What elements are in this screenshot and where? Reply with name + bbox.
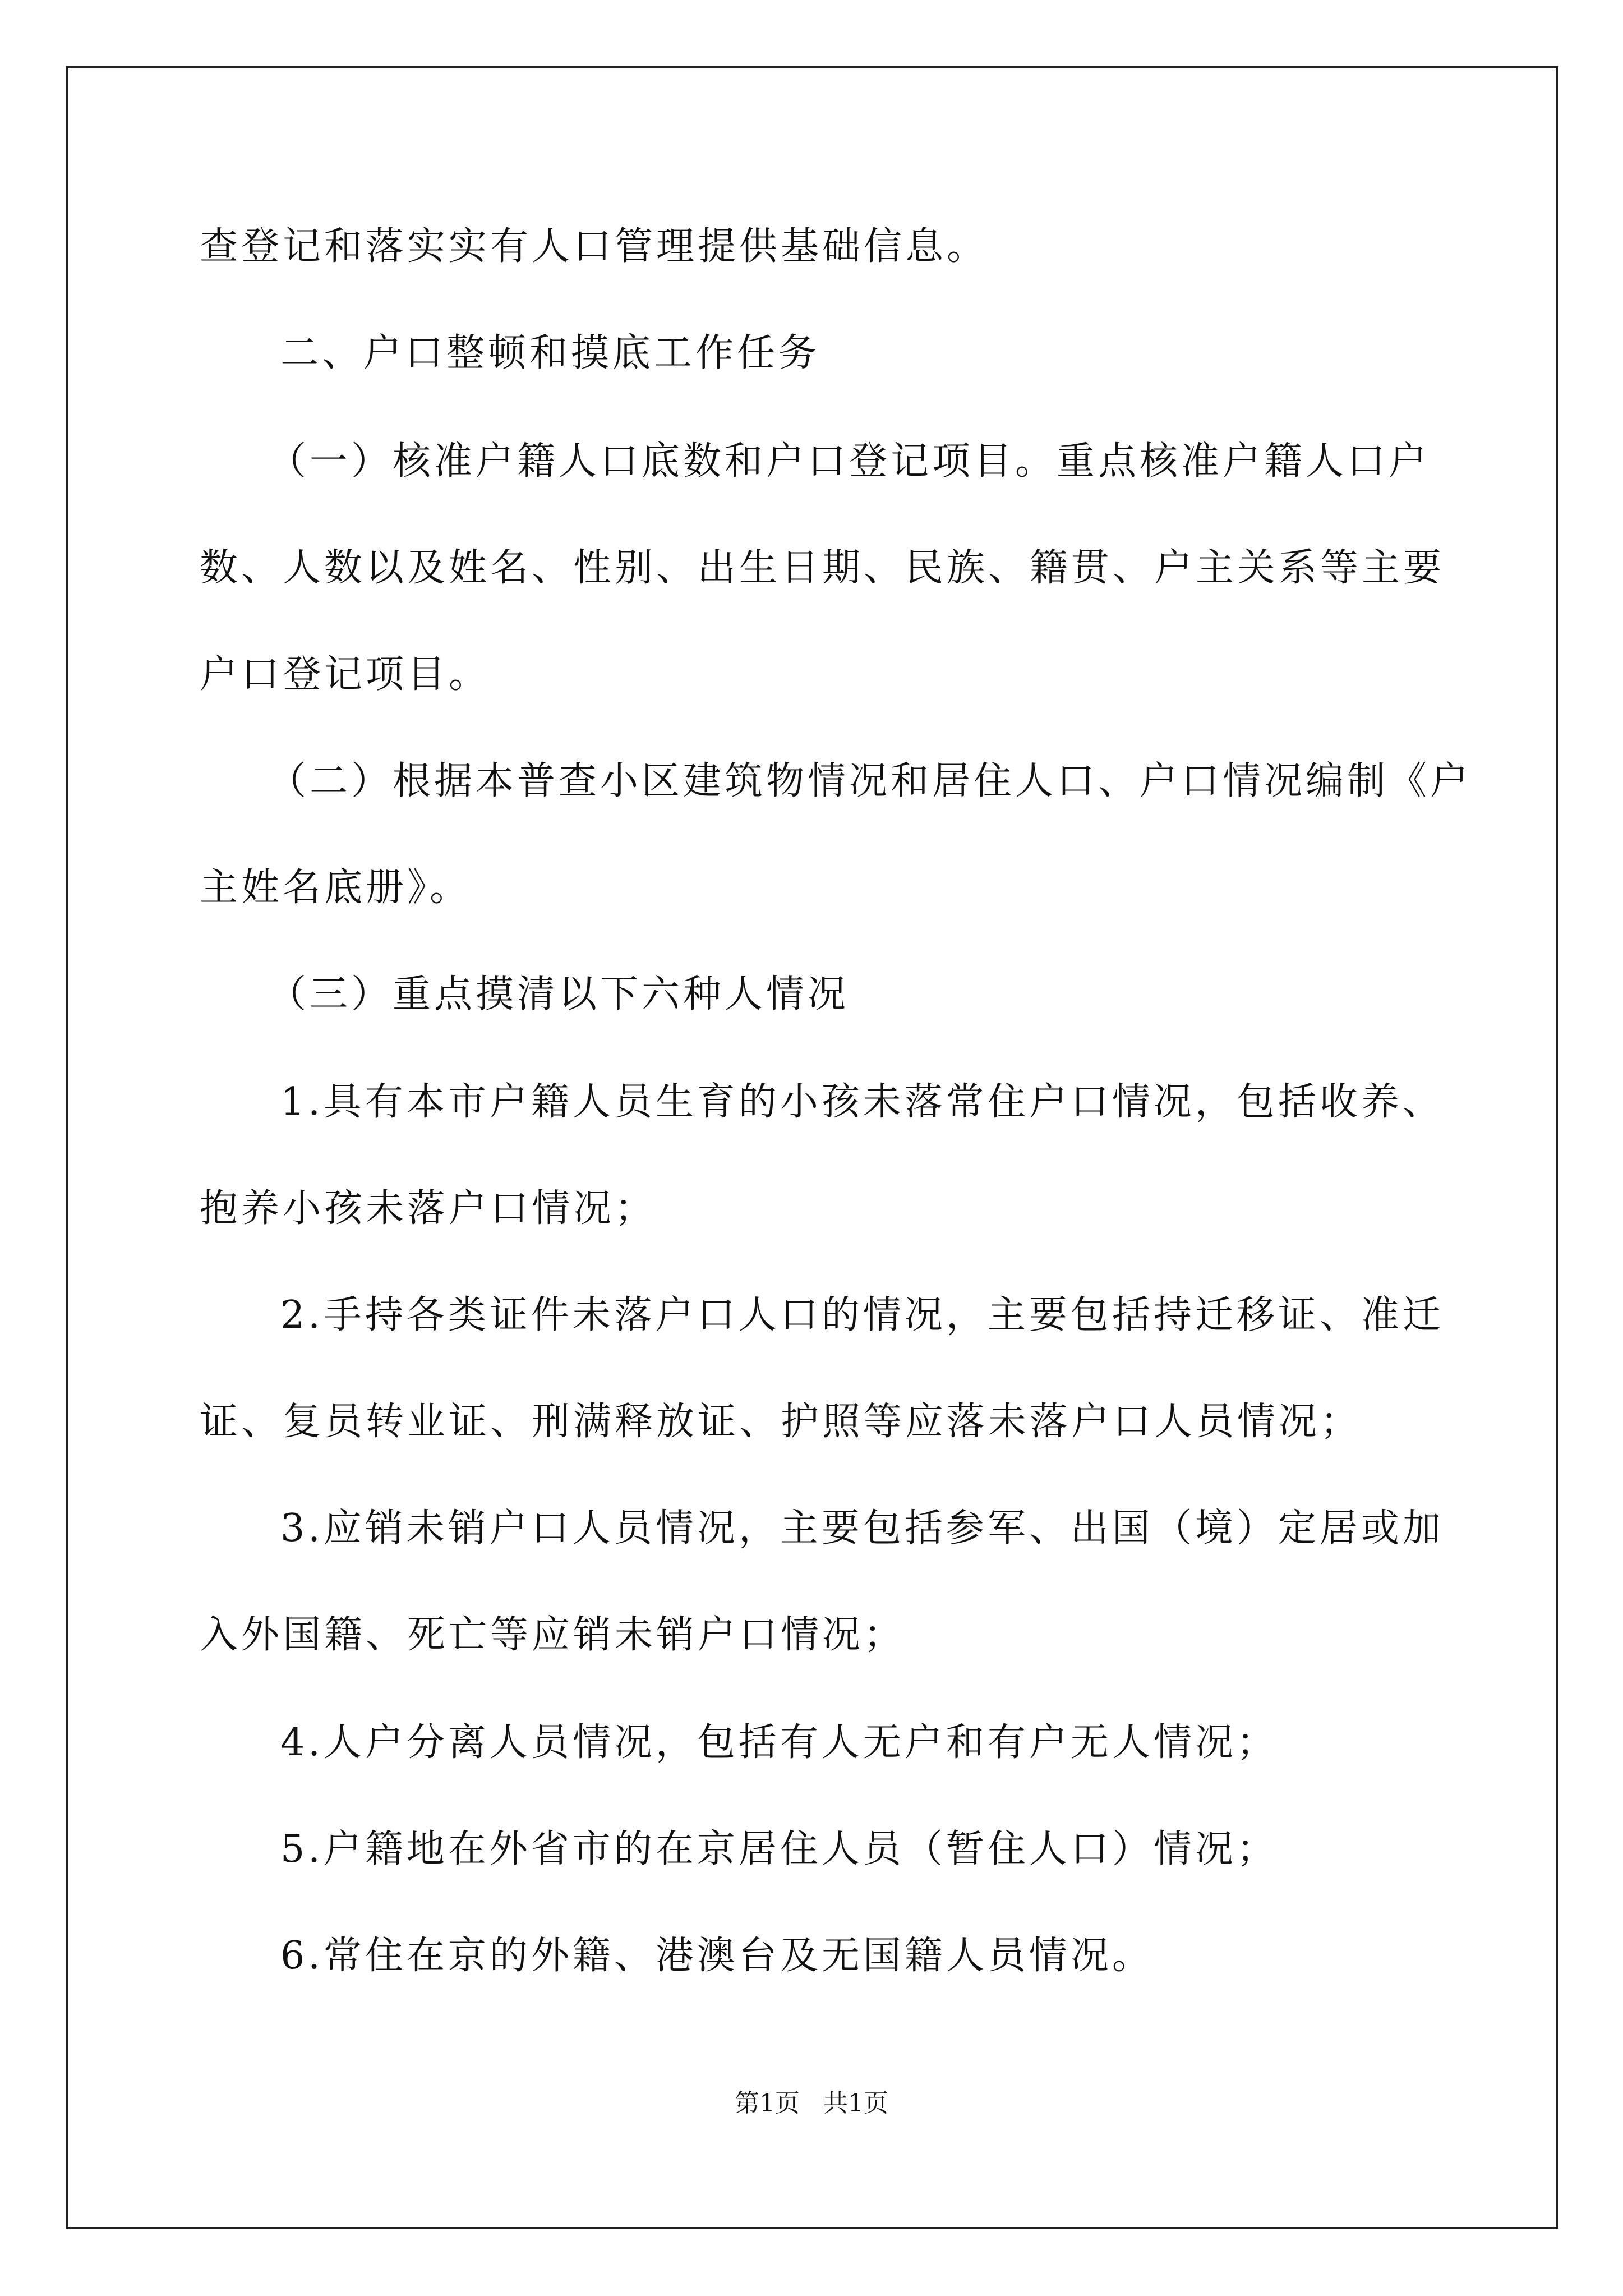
paragraph-line: （一）核准户籍人口底数和户口登记项目。重点核准户籍人口户 (268, 439, 1431, 484)
paragraph-line: 查登记和落实实有人口管理提供基础信息。 (200, 224, 989, 269)
paragraph-line: 户口登记项目。 (200, 652, 491, 697)
paragraph-line: （二）根据本普查小区建筑物情况和居住人口、户口情况编制《户 (268, 759, 1472, 803)
list-item: 5.户籍地在外省市的在京居住人员（暂住人口）情况； (280, 1827, 1278, 1871)
section-heading: 二、户口整顿和摸底工作任务 (280, 331, 820, 375)
paragraph-line: （三）重点摸清以下六种人情况 (268, 972, 850, 1016)
list-item: 4.人户分离人员情况，包括有人无户和有户无人情况； (280, 1720, 1278, 1765)
page-number-footer: 第1页 共1页 (735, 2089, 888, 2118)
list-item-continuation: 证、复员转业证、刑满释放证、护照等应落未落户口人员情况； (200, 1400, 1362, 1444)
list-item-continuation: 入外国籍、死亡等应销未销户口情况； (200, 1613, 906, 1657)
page-border (66, 66, 1558, 2229)
paragraph-line: 主姓名底册》。 (200, 866, 472, 910)
list-item: 3.应销未销户口人员情况，主要包括参军、出国（境）定居或加 (280, 1506, 1444, 1550)
list-item-continuation: 抱养小孩未落户口情况； (200, 1186, 657, 1231)
list-item: 6.常住在京的外籍、港澳台及无国籍人员情况。 (280, 1934, 1154, 1978)
list-item: 2.手持各类证件未落户口人口的情况，主要包括持迁移证、准迁 (280, 1293, 1444, 1337)
list-item: 1.具有本市户籍人员生育的小孩未落常住户口情况，包括收养、 (280, 1080, 1444, 1124)
paragraph-line: 数、人数以及姓名、性别、出生日期、民族、籍贯、户主关系等主要 (200, 546, 1445, 590)
